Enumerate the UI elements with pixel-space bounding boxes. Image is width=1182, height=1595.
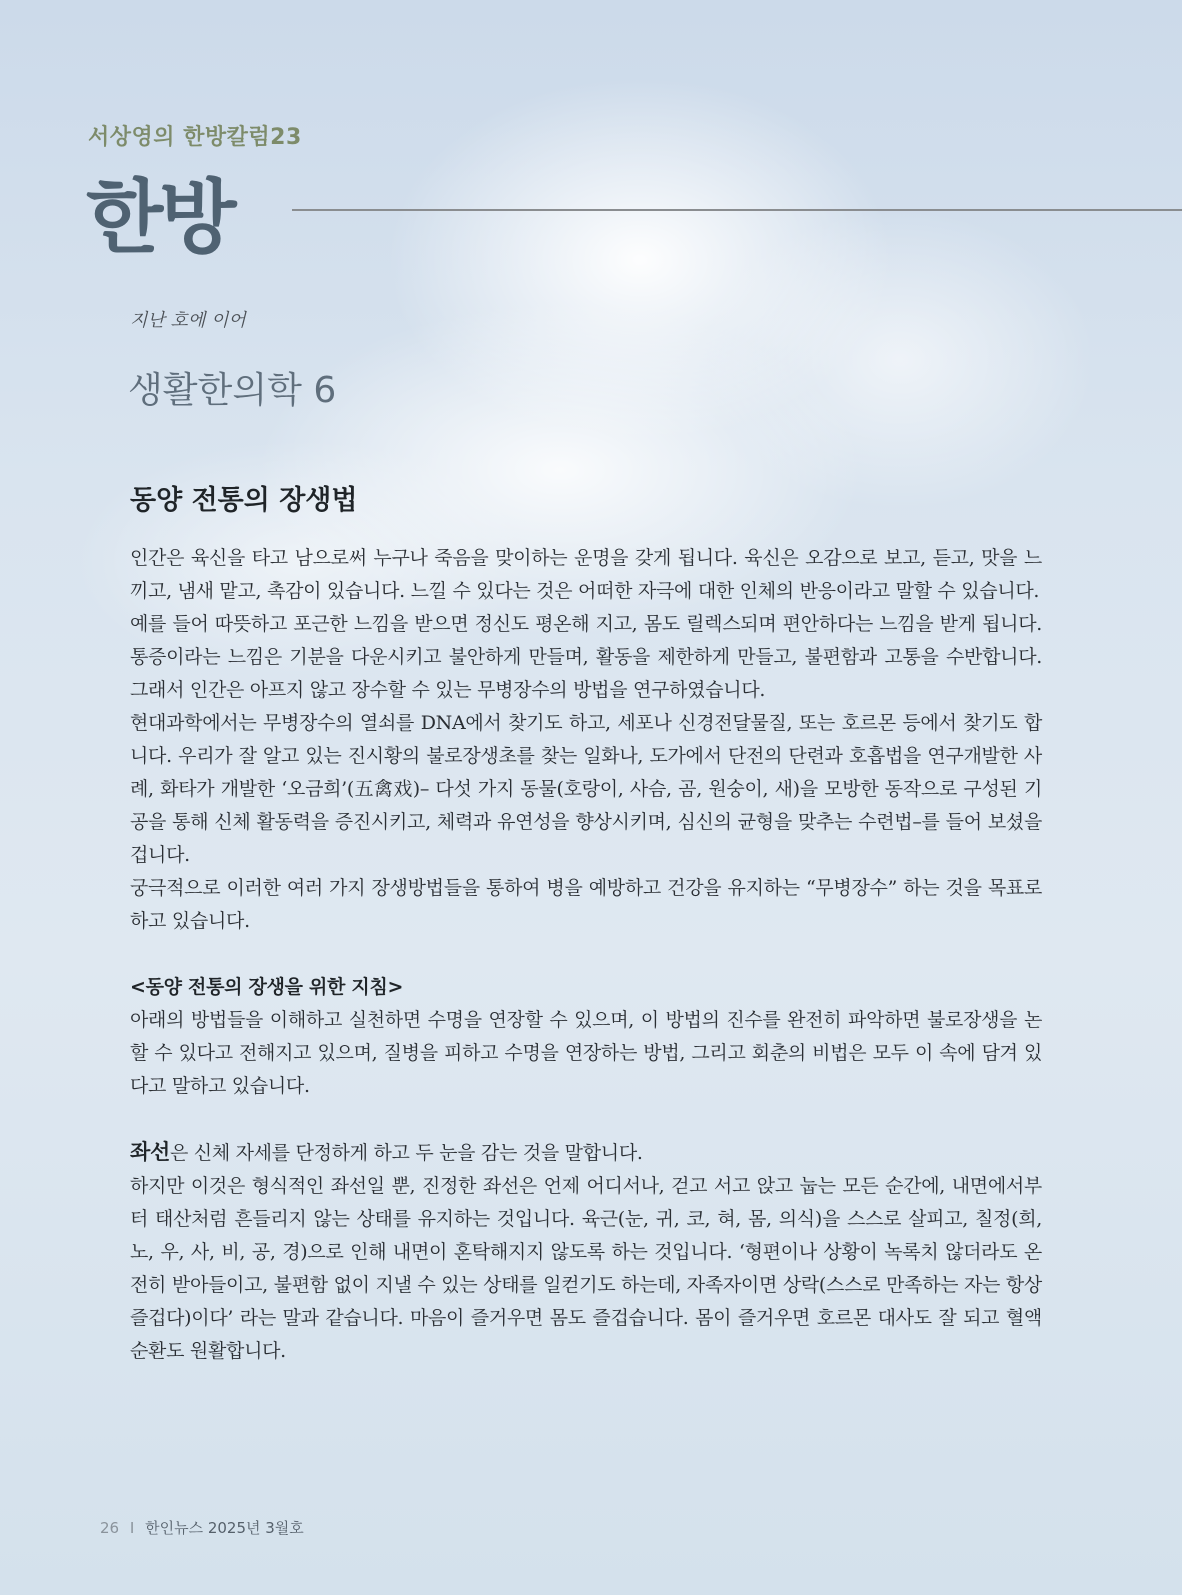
column-logo: 한방 [86,171,233,264]
footer-separator: I [129,1519,135,1537]
page-footer [100,1517,304,1538]
header-rule [292,209,1182,211]
article-body [130,542,1042,1368]
paragraph-guideline: 아래의 방법들을 이해하고 실천하면 수명을 연장할 수 있으며, 이 방법의 진수를 완전히 파악하면 불로장생을 논할 수 있다고 전해지고 있으며, 질병을 피하고 수명을 연장하는 방법, 그리고 회춘의 비법은 모두 이 속에 담겨 있다고 말하고 있습니다. [130,1009,1042,1097]
zazen-term: 좌선 [130,1140,170,1164]
continued-note: 지난 호에 이어 [130,310,246,331]
series-title: 생활한의학 6 [128,370,337,411]
paragraph-zazen-def [130,1136,1042,1170]
series-label: 서상영의 한방칼럼23 [88,125,302,150]
page-number: 26 [100,1519,120,1537]
guideline-heading: <동양 전통의 장생을 위한 지침> [130,976,404,998]
paragraph-zazen-body: 하지만 이것은 형식적인 좌선일 뿐, 진정한 좌선은 언제 어디서나, 걷고 서고 앉고 눕는 모든 순간에, 내면에서부터 태산처럼 흔들리지 않는 상태를 유지하는 것입니다. 육근(눈, 귀, 코, 혀, 몸, 의식)을 스스로 살피고, 칠정(희, 노, 우, 사, 비, 공, 경)으로 인해 내면이 혼탁해지지 않도록 하는 것입니다. ‘형편이나 상황이 녹록치 않더라도 온전히 받아들이고, 불편함 없이 지낼 수 있는 상태를 일컫기도 하는데, 자족자이면 상락(스스로 만족하는 자는 항상 즐겁다)이다’ 라는 말과 같습니다. 마음이 즐거우면 몸도 즐겁습니다. 몸이 즐거우면 호르몬 대사도 잘 되고 혈액순환도 원활합니다. [130,1175,1042,1362]
paragraph-intro-1: 인간은 육신을 타고 남으로써 누구나 죽음을 맞이하는 운명을 갖게 됩니다. 육신은 오감으로 보고, 듣고, 맛을 느끼고, 냄새 맡고, 촉감이 있습니다. 느낄 수 있다는 것은 어떠한 자극에 대한 인체의 반응이라고 말할 수 있습니다. [130,547,1042,602]
spacer [130,1103,1042,1136]
paragraph-intro-2: 예를 들어 따뜻하고 포근한 느낌을 받으면 정신도 평온해 지고, 몸도 릴렉스되며 편안하다는 느낌을 받게 됩니다. 통증이라는 느낌은 기분을 다운시키고 불안하게 만들며, 활동을 제한하게 만들고, 불편함과 고통을 수반합니다. 그래서 인간은 아프지 않고 장수할 수 있는 무병장수의 방법을 연구하였습니다. [130,613,1042,701]
section-heading: 동양 전통의 장생법 [130,485,358,516]
spacer [130,938,1042,971]
publication-name: 한인뉴스 2025년 3월호 [145,1519,304,1537]
zazen-definition: 은 신체 자세를 단정하게 하고 두 눈을 감는 것을 말합니다. [169,1142,643,1164]
paragraph-intro-3: 현대과학에서는 무병장수의 열쇠를 DNA에서 찾기도 하고, 세포나 신경전달물질, 또는 호르몬 등에서 찾기도 합니다. 우리가 잘 알고 있는 진시황의 불로장생초를 찾는 일화나, 도가에서 단전의 단련과 호흡법을 연구개발한 사례, 화타가 개발한 ‘오금희’(五禽戏)– 다섯 가지 동물(호랑이, 사슴, 곰, 원숭이, 새)을 모방한 동작으로 구성된 기공을 통해 신체 활동력을 증진시키고, 체력과 유연성을 향상시키며, 심신의 균형을 맞추는 수련법–를 들어 보셨을 겁니다. [130,712,1042,866]
paragraph-intro-4: 궁극적으로 이러한 여러 가지 장생방법들을 통하여 병을 예방하고 건강을 유지하는 “무병장수” 하는 것을 목표로 하고 있습니다. [130,877,1042,932]
